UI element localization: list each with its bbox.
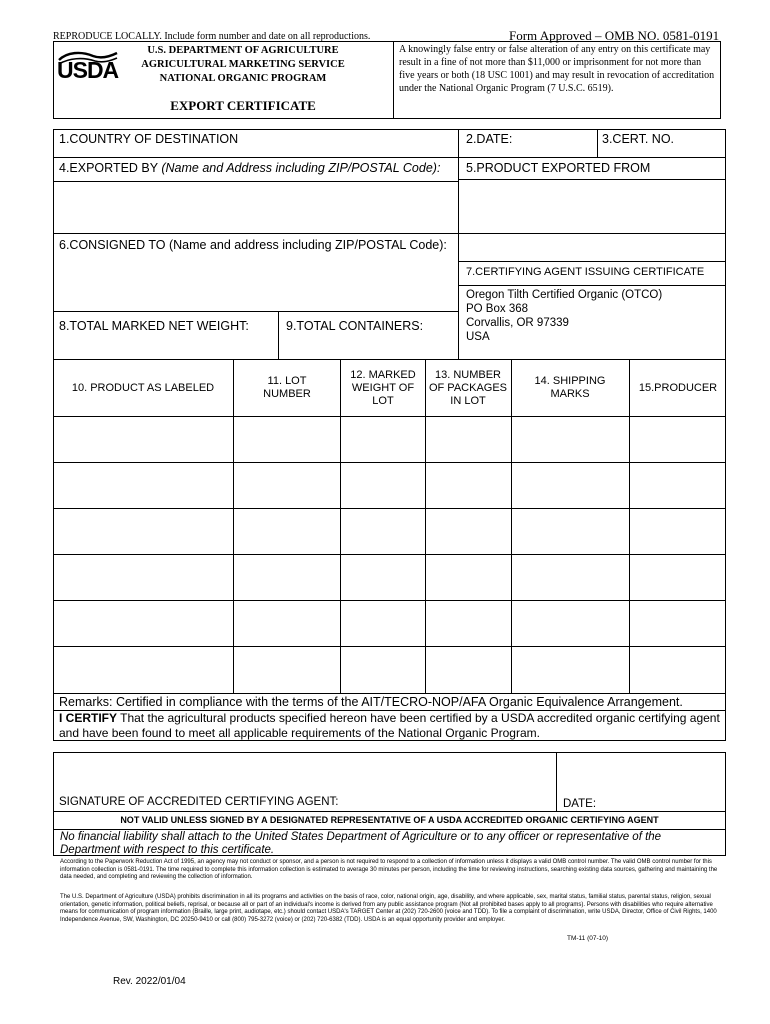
usda-logo (57, 48, 119, 86)
signature-label: SIGNATURE OF ACCREDITED CERTIFYING AGENT: (59, 796, 339, 808)
certify-bold: I CERTIFY (59, 711, 118, 725)
agency-block (118, 44, 368, 86)
date-label: 2.DATE: (466, 132, 513, 146)
signature-date-label: DATE: (563, 798, 597, 810)
total-containers-label: 9.TOTAL CONTAINERS: (286, 319, 424, 333)
consigned-to-label: 6.CONSIGNED TO (Name and address including ZIP/POSTAL Code): (59, 238, 447, 252)
form-code: TM-11 (07-10) (567, 935, 609, 942)
agency-line-2: AGRICULTURAL MARKETING SERVICE (141, 59, 345, 70)
exported-by-prefix: 4.EXPORTED BY (59, 161, 162, 175)
main-form (53, 129, 726, 741)
header-producer: 15.PRODUCER (638, 381, 718, 394)
not-valid-notice: NOT VALID UNLESS SIGNED BY A DESIGNATED REPRESENTATIVE OF A USDA ACCREDITED ORGANIC CERTIFYING AGENT (120, 815, 659, 825)
liability-statement: No financial liability shall attach to the United States Department of Agriculture or to any officer or representative of the Department with respect to this certificate. (60, 831, 662, 856)
certifying-agent-address (466, 288, 662, 344)
agency-line-1: U.S. DEPARTMENT OF AGRICULTURE (147, 45, 339, 56)
revision-date: Rev. 2022/01/04 (113, 976, 186, 987)
agent-po-box: PO Box 368 (466, 303, 529, 315)
header-product-as-labeled: 10. PRODUCT AS LABELED (71, 381, 215, 394)
header-marked-weight: 12. MARKED WEIGHT OF LOT (350, 368, 416, 407)
certifying-agent-label: 7.CERTIFYING AGENT ISSUING CERTIFICATE (466, 266, 705, 278)
usda-logo-text: USDA (57, 57, 119, 83)
agent-name: Oregon Tilth Certified Organic (OTCO) (466, 289, 663, 301)
country-of-destination-label: 1.COUNTRY OF DESTINATION (59, 132, 239, 146)
net-weight-label: 8.TOTAL MARKED NET WEIGHT: (59, 319, 249, 333)
exported-by-instructions: (Name and Address including ZIP/POSTAL Code): (161, 161, 441, 175)
nondiscrimination-notice: The U.S. Department of Agriculture (USDA) prohibits discrimination in all its programs and activities on the basis of race, color, national origin, age, disability, and where applicable, sex, marital status, familial status, parental status, religion, sexual orientation, genetic information, political beliefs, reprisal, or because all or part of an individual's income is derived from any public assistance program (Not all prohibited bases apply to all programs). Persons with disabilities who require alternative means for communication of program information (Braille, large print, audiotape, etc.) should contact USDA's TARGET Center at (202) 720-2600 (voice and TDD). To file a complaint of discrimination, write USDA, Director, Office of Civil Rights, 1400 Independence Avenue, SW, Washington, DC 20250-9410 or call (800) 795-3272 (voice) or (202) 720-6382 (TDD). USDA is an equal opportunity provider and employer. (60, 894, 717, 923)
cert-no-label: 3.CERT. NO. (602, 132, 675, 146)
reproduce-note: REPRODUCE LOCALLY. Include form number and date on all reproductions. (53, 31, 371, 42)
header-shipping-marks: 14. SHIPPING MARKS (534, 375, 606, 400)
product-exported-from-label: 5.PRODUCT EXPORTED FROM (466, 161, 651, 175)
agent-city: Corvallis, OR 97339 (466, 317, 569, 329)
agency-line-3: NATIONAL ORGANIC PROGRAM (159, 73, 327, 84)
paperwork-reduction-notice: According to the Paperwork Reduction Act of 1995, an agency may not conduct or sponsor, and a person is not required to respond to a collection of information unless it displays a valid OMB control number. The valid OMB control number for this information collection is 0581-0191. The time required to complete this information collection is estimated to average 30 minutes per person, including the time for reviewing instructions, searching existing data sources, gathering and maintaining the data needed, and completing and reviewing the collection of information. (60, 859, 718, 881)
false-entry-warning: A knowingly false entry or false alteration of any entry on this certificate may result in a fine of not more than $11,000 or imprisonment for not more than five years or both (18 USC 1001) and may result in revocation of accreditation under the National Organic Program (7 U.S.C. 6519). (399, 44, 715, 94)
agent-country: USA (466, 331, 490, 343)
exported-by-label (59, 161, 440, 175)
omb-number: Form Approved – OMB NO. 0581-0191 (509, 28, 720, 43)
form-title: EXPORT CERTIFICATE (170, 98, 316, 113)
certify-text: That the agricultural products specified hereon have been certified by a USDA accredited organic certifying agent and have been found to meet all applicable requirements of the National Organic Program. (59, 711, 720, 740)
header-number-of-packages: 13. NUMBER OF PACKAGES IN LOT (428, 368, 508, 407)
certification-statement (59, 711, 723, 741)
header-lot-number: 11. LOT NUMBER (263, 375, 311, 400)
remarks: Remarks: Certified in compliance with the terms of the AIT/TECRO-NOP/AFA Organic Equivalence Arrangement. (59, 695, 683, 709)
